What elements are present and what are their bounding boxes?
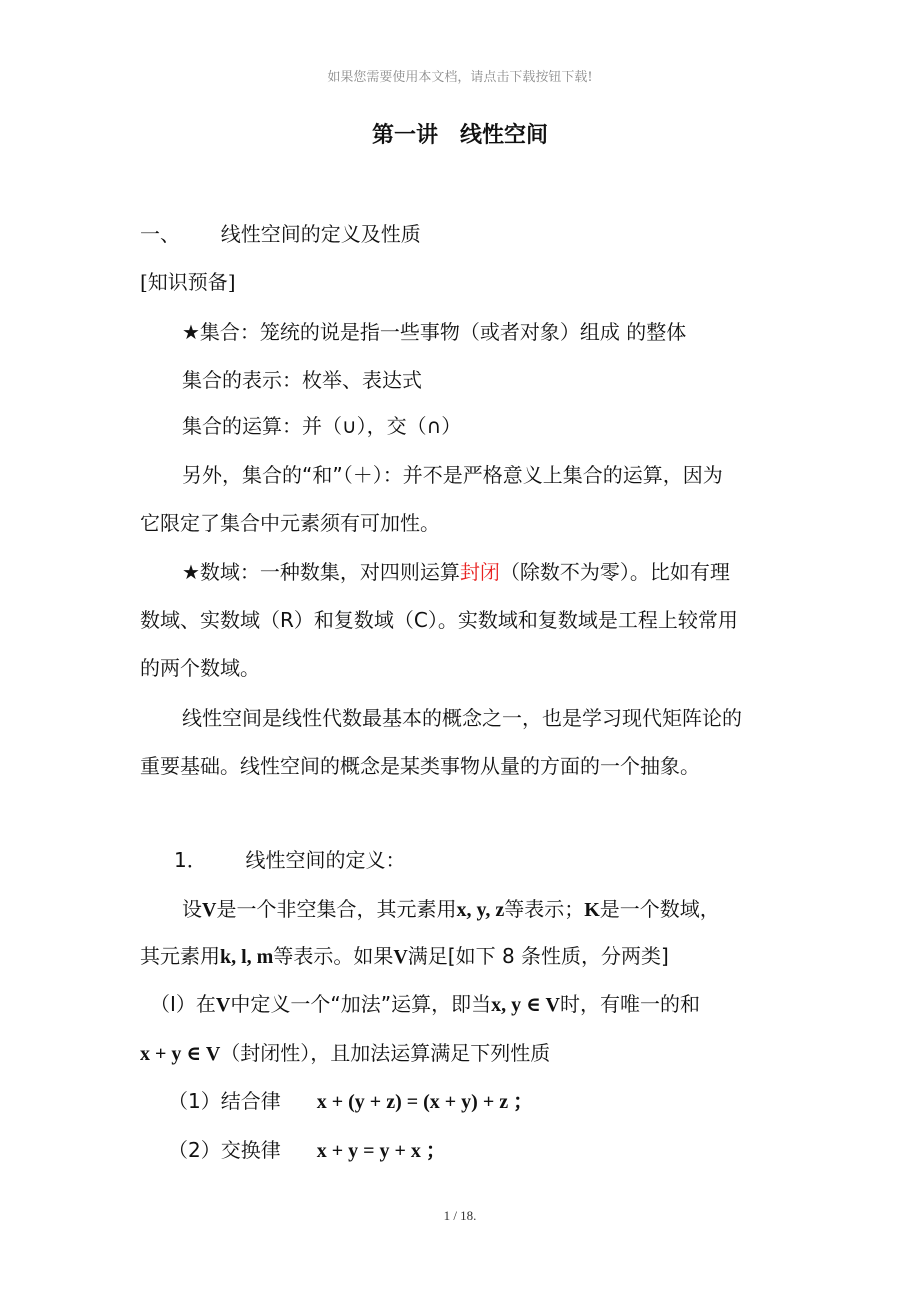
math-V: V: [215, 994, 231, 1016]
closed-highlight: 封闭: [459, 560, 500, 584]
math-xyz: x, y, z: [456, 899, 505, 921]
concept-line-1: 线性空间是线性代数最基本的概念之一，也是学习现代矩阵论的: [182, 706, 742, 730]
math-sum-in-V: x + y ∈ V: [140, 1043, 221, 1065]
number-field-text: ★数域：一种数集，对四则运算: [182, 560, 460, 584]
definition-line-1: [182, 895, 720, 924]
def-text: 设: [182, 897, 202, 921]
def-text: （封闭性），且加法运算满足下列性质: [220, 1041, 551, 1065]
download-notice: 如果您需要使用本文档，请点击下载按钮下载!: [327, 70, 593, 85]
def-text: 等表示；: [504, 897, 585, 921]
set-representation: 集合的表示：枚举、表达式: [182, 368, 422, 392]
def-text: 等表示。如果: [273, 944, 394, 968]
math-V: V: [393, 946, 408, 968]
definition-line-4: [140, 1039, 550, 1068]
property-formula: x + y = y + x ；: [316, 1140, 446, 1162]
property-label: （1）结合律: [168, 1089, 281, 1113]
section-title: 线性空间的定义及性质: [220, 222, 421, 246]
prelim-label: [知识预备]: [140, 270, 236, 294]
property-label: （2）交换律: [168, 1138, 281, 1162]
set-definition: ★集合：笼统的说是指一些事物（或者对象）组成 的整体: [182, 320, 687, 344]
number-field-line-3: 的两个数域。: [140, 656, 260, 680]
subsection-title: 线性空间的定义：: [245, 848, 406, 872]
page-title: 第一讲 线性空间: [371, 123, 548, 148]
set-operations: 集合的运算：并（∪），交（∩）: [182, 414, 462, 438]
subsection-number: 1．: [174, 848, 207, 872]
math-xy-in-V: x, y ∈ V: [491, 994, 560, 1016]
math-V: V: [202, 899, 217, 921]
def-text: 是一个数域，: [599, 897, 720, 921]
subsection-heading: [174, 846, 405, 874]
def-text: 满足[如下 8 条性质，分两类]: [407, 944, 669, 968]
definition-line-3: [150, 990, 700, 1019]
math-K: K: [584, 899, 600, 921]
property-associative: [168, 1087, 533, 1116]
property-commutative: [168, 1136, 446, 1165]
section-number: 一、: [140, 222, 180, 246]
section-heading: [140, 220, 421, 248]
concept-line-2: 重要基础。线性空间的概念是某类事物从量的方面的一个抽象。: [140, 754, 700, 778]
page-number: 1 / 18.: [443, 1208, 477, 1223]
definition-line-2: [140, 942, 669, 971]
def-text: 是一个非空集合，其元素用: [216, 897, 457, 921]
number-field-line-2: 数域、实数域（R）和复数域（C）。实数域和复数域是工程上较常用: [140, 608, 738, 632]
number-field-text-2: （除数不为零）。比如有理: [499, 560, 730, 584]
math-klm: k, l, m: [220, 946, 274, 968]
set-sum-line-1: 另外，集合的“和”（＋）：并不是严格意义上集合的运算，因为: [182, 463, 723, 487]
def-text: （I）在: [150, 992, 216, 1016]
property-formula: x + (y + z) = (x + y) + z ；: [316, 1091, 534, 1113]
number-field-line-1: [182, 558, 730, 586]
def-text: 其元素用: [140, 944, 220, 968]
def-text: 时，有唯一的和: [559, 992, 700, 1016]
def-text: 中定义一个“加法”运算，即当: [230, 992, 492, 1016]
set-sum-line-2: 它限定了集合中元素须有可加性。: [140, 511, 440, 535]
